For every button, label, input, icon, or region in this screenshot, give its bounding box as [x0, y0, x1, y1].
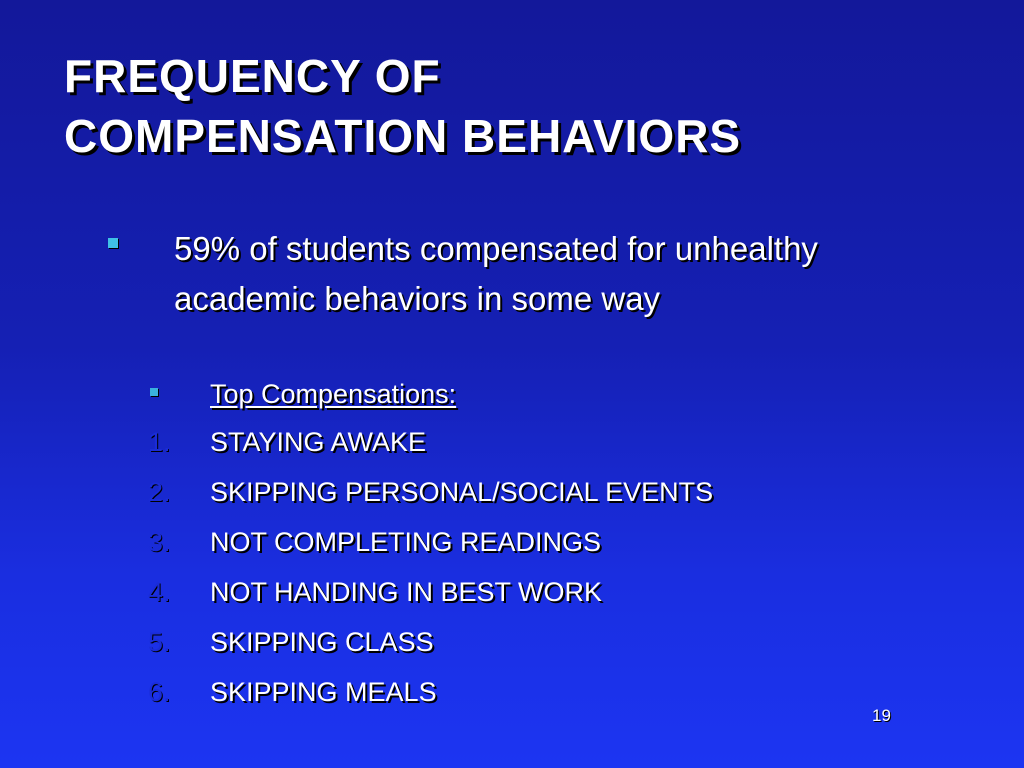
list-item-number: 1. [148, 427, 171, 457]
list-item-text: STAYING AWAKE [210, 427, 427, 457]
square-bullet-icon [108, 238, 118, 248]
sub-bullet [150, 374, 456, 414]
list-item-text: NOT COMPLETING READINGS [210, 527, 602, 557]
compensations-list [148, 422, 713, 722]
square-bullet-icon [150, 388, 158, 396]
list-item [148, 622, 713, 672]
list-item-number: 3. [148, 527, 171, 557]
list-item [148, 672, 713, 722]
list-item [148, 472, 713, 522]
list-item [148, 422, 713, 472]
list-item-text: SKIPPING MEALS [210, 677, 437, 707]
main-bullet-text [174, 224, 818, 324]
list-item [148, 522, 713, 572]
list-item-number: 4. [148, 577, 171, 607]
main-bullet [108, 224, 988, 324]
title-line-2: COMPENSATION BEHAVIORS [64, 110, 742, 162]
top-compensations-heading: Top Compensations: [210, 379, 457, 409]
list-item-number: 6. [148, 677, 171, 707]
list-item-text: SKIPPING CLASS [210, 627, 434, 657]
list-item-number: 5. [148, 627, 171, 657]
page-number: 19 [872, 706, 891, 725]
list-item-number: 2. [148, 477, 171, 507]
list-item [148, 572, 713, 622]
title-line-1: FREQUENCY OF [64, 50, 441, 102]
main-bullet-line-2: academic behaviors in some way [174, 280, 661, 317]
slide-title [64, 46, 994, 166]
main-bullet-line-1: 59% of students compensated for unhealthy [174, 230, 818, 267]
list-item-text: SKIPPING PERSONAL/SOCIAL EVENTS [210, 477, 714, 507]
list-item-text: NOT HANDING IN BEST WORK [210, 577, 603, 607]
